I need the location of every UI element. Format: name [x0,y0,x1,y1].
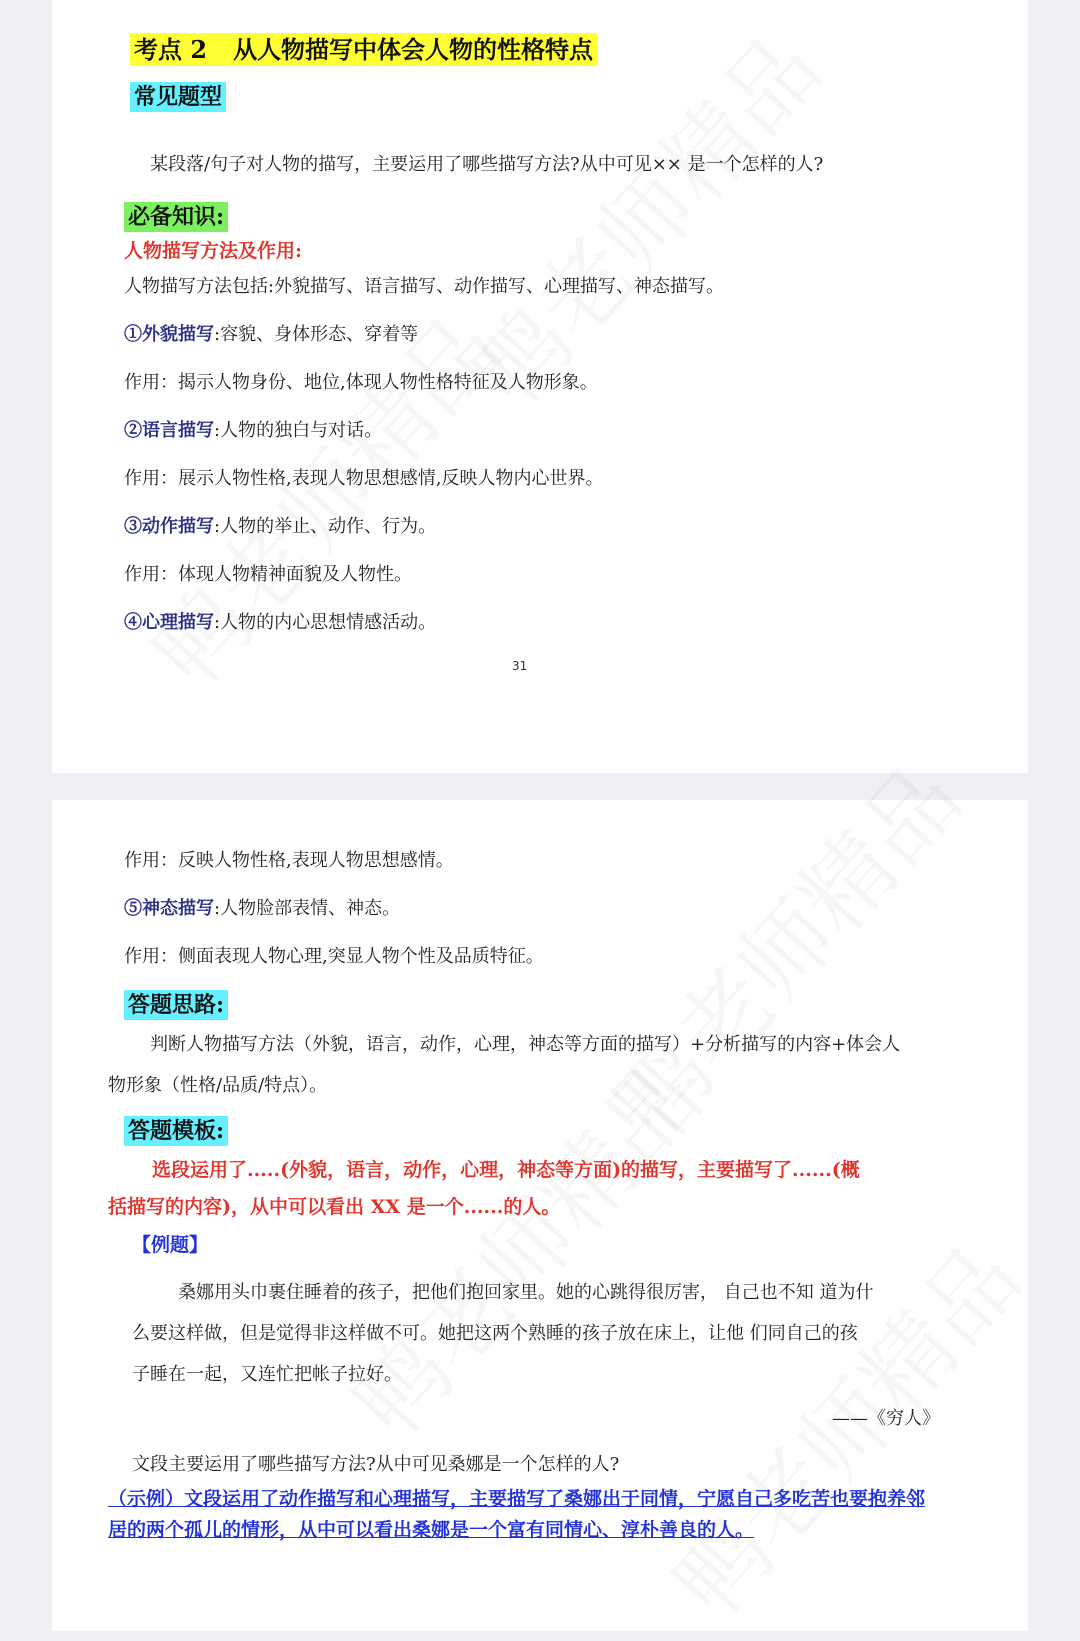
method-mind-effect: 作用：反映人物性格,表现人物思想感情。 [124,850,454,871]
example-label: 【例题】 [132,1234,209,1256]
answer-line-2: 居的两个孤儿的情形，从中可以看出桑娜是一个富有同情心、淳朴善良的人。 [108,1519,755,1541]
template-line-1: 选段运用了.....(外貌，语言，动作，心理，神态等方面)的描写，主要描写了......(概 [152,1159,860,1181]
watermark [579,731,985,1161]
approach-heading: 答题思路: [124,990,228,1020]
section-title [130,30,597,65]
passage-line-1: 桑娜用头巾裹住睡着的孩子，把他们抱回家里。她的心跳得很厉害， 自己也不知 道为什 [178,1282,874,1303]
method-action-effect: 作用：体现人物精神面貌及人物性。 [124,564,412,585]
section-title-label: 考点 2 [130,33,211,66]
method-mind-text: :人物的内心思想情感活动。 [214,612,437,633]
method-appearance-effect: 作用：揭示人物身份、地位,体现人物性格特征及人物形象。 [124,372,598,393]
method-expression [124,894,400,920]
method-expression-text: :人物脸部表情、神态。 [214,898,401,919]
methods-intro: 人物描写方法包括:外貌描写、语言描写、动作描写、心理描写、神态描写。 [124,276,725,297]
approach-line-2: 物形象（性格/品质/特点）。 [108,1075,328,1096]
page-number: 31 [512,659,528,673]
watermark [319,1031,725,1461]
method-speech-text: :人物的独白与对话。 [214,420,383,441]
method-mind [124,608,436,634]
passage-line-2: 么要这样做，但是觉得非这样做不可。她把这两个熟睡的孩子放在床上，让他 们同自己的孩 [132,1323,858,1344]
method-mind-label: ④心理描写 [124,612,214,633]
common-types-heading: 常见题型 [130,82,226,112]
method-action-label: ③动作描写 [124,516,214,537]
method-action-text: :人物的举止、动作、行为。 [214,516,437,537]
passage-line-3: 子睡在一起，又连忙把帐子拉好。 [132,1364,402,1385]
template-heading: 答题模板: [124,1116,228,1146]
document-page-31 [52,0,1028,773]
passage-source: ——《穷人》 [832,1408,940,1429]
section-title-text: 从人物描写中体会人物的性格特点 [211,33,597,66]
method-appearance [124,320,418,346]
method-expression-effect: 作用：侧面表现人物心理,突显人物个性及品质特征。 [124,946,544,967]
approach-line-1: 判断人物描写方法（外貌，语言，动作，心理，神态等方面的描写）+分析描写的内容+体会人 [150,1034,901,1055]
method-appearance-text: :容貌、身体形态、穿着等 [214,324,419,345]
knowledge-heading: 必备知识: [124,202,228,232]
method-speech [124,416,382,442]
answer-line-1: （示例）文段运用了动作描写和心理描写，主要描写了桑娜出于同情，宁愿自己多吃苦也要抱养邻 [108,1488,926,1510]
method-speech-label: ②语言描写 [124,420,214,441]
method-speech-effect: 作用：展示人物性格,表现人物思想感情,反映人物内心世界。 [124,468,604,489]
example-question: 文段主要运用了哪些描写方法?从中可见桑娜是一个怎样的人? [132,1454,620,1475]
method-appearance-label: ①外貌描写 [124,324,214,345]
question-type-text: 某段落/句子对人物的描写，主要运用了哪些描写方法?从中可见×× 是一个怎样的人? [150,154,824,175]
method-heading: 人物描写方法及作用: [124,240,303,262]
document-page-32 [52,800,1028,1631]
template-line-2: 括描写的内容)，从中可以看出 XX 是一个......的人。 [108,1196,561,1218]
method-action [124,512,436,538]
method-expression-label: ⑤神态描写 [124,898,214,919]
